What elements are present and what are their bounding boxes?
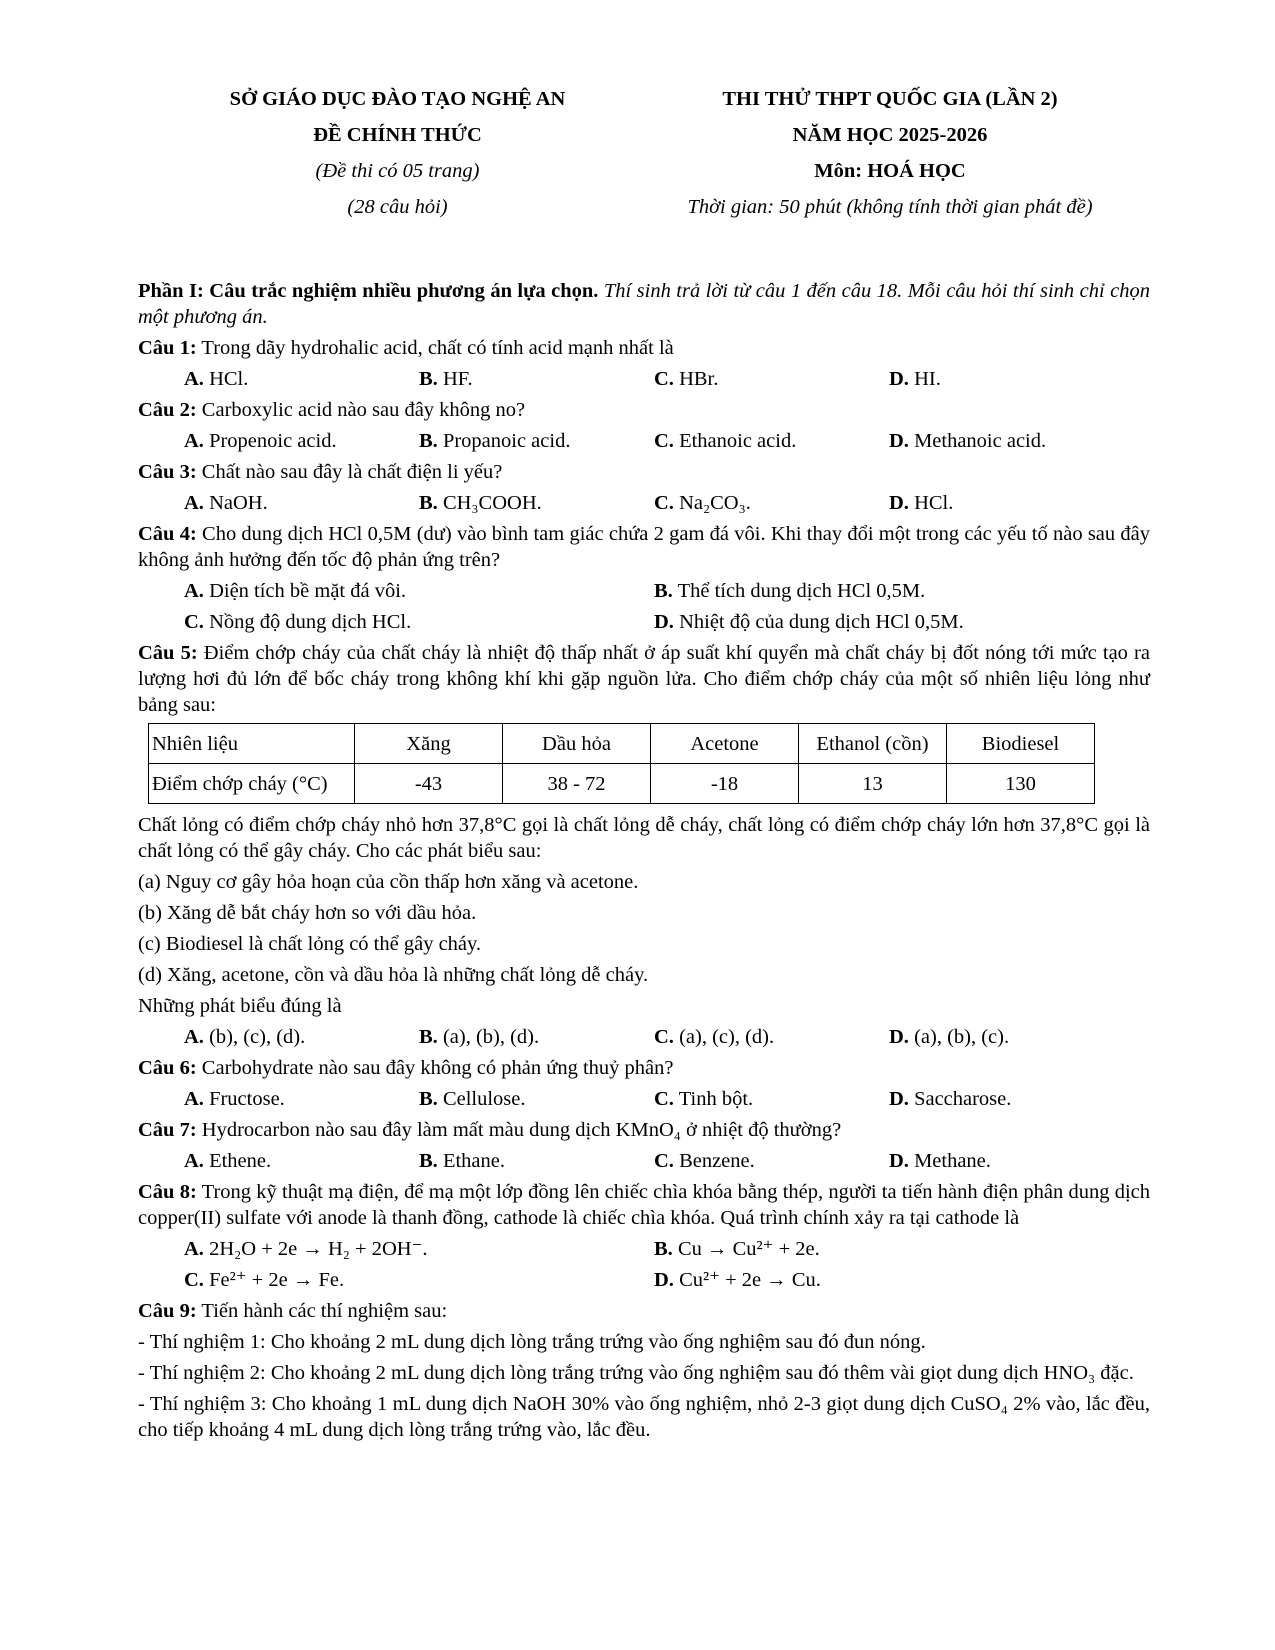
part1-heading	[138, 278, 1150, 330]
table-cell: 13	[799, 764, 947, 804]
option-text: (a), (b), (d).	[437, 1026, 540, 1048]
option-letter: C.	[654, 430, 674, 452]
option-letter: A.	[184, 368, 204, 390]
option-text: NaOH.	[203, 492, 268, 514]
option-a	[184, 428, 419, 454]
option-letter: A.	[184, 1238, 204, 1260]
option-letter: B.	[419, 1026, 438, 1048]
option-text: HI.	[908, 368, 941, 390]
question-label: Câu 6:	[138, 1057, 197, 1079]
question-label: Câu 5:	[138, 642, 198, 664]
table-cell: Xăng	[355, 724, 503, 764]
option-letter: C.	[654, 1088, 674, 1110]
option-a	[184, 578, 654, 604]
statement-a: (a) Nguy cơ gây hỏa hoạn của cồn thấp hơn xăng và acetone.	[138, 871, 639, 893]
option-text: Saccharose.	[908, 1088, 1012, 1110]
option-text: Ethene.	[203, 1150, 272, 1172]
option-text: Benzene.	[673, 1150, 755, 1172]
statement-d: (d) Xăng, acetone, cồn và dầu hỏa là những chất lỏng dễ cháy.	[138, 964, 649, 986]
option-d	[889, 1148, 1124, 1174]
option-text: Fructose.	[203, 1088, 285, 1110]
question-9	[138, 1298, 1150, 1324]
question-4	[138, 521, 1150, 573]
option-letter: C.	[654, 1150, 674, 1172]
options-4-row1	[138, 578, 1150, 604]
option-letter: A.	[184, 492, 204, 514]
option-b	[654, 1236, 1124, 1262]
options-5	[138, 1024, 1150, 1050]
question-label: Câu 8:	[138, 1181, 197, 1203]
option-text: Tinh bột.	[673, 1088, 754, 1110]
option-b	[419, 428, 654, 454]
table-row	[149, 724, 1095, 764]
option-c	[654, 1024, 889, 1050]
option-letter: C.	[184, 1269, 204, 1291]
question-text: Tiến hành các thí nghiệm sau:	[196, 1300, 448, 1322]
option-text: Propenoic acid.	[203, 430, 337, 452]
table-cell: Biodiesel	[947, 724, 1095, 764]
option-d	[889, 1024, 1124, 1050]
table-cell: Ethanol (cồn)	[799, 724, 947, 764]
option-text: Cellulose.	[437, 1088, 526, 1110]
option-text: Ethane.	[437, 1150, 505, 1172]
option-text: Na₂CO₃.	[673, 492, 751, 514]
option-c	[184, 1267, 654, 1293]
option-letter: D.	[889, 368, 909, 390]
option-text: Thể tích dung dịch HCl 0,5M.	[672, 580, 926, 602]
question-7	[138, 1117, 1150, 1143]
option-b	[419, 1086, 654, 1112]
option-letter: A.	[184, 1088, 204, 1110]
option-text: HCl.	[908, 492, 954, 514]
options-8-row1	[138, 1236, 1150, 1262]
option-text: Methane.	[908, 1150, 991, 1172]
option-text: (a), (c), (d).	[673, 1026, 775, 1048]
option-a	[184, 490, 419, 516]
option-text: Nhiệt độ của dung dịch HCl 0,5M.	[673, 611, 964, 633]
options-2	[138, 428, 1150, 454]
options-7	[138, 1148, 1150, 1174]
options-3	[138, 490, 1150, 516]
option-a	[184, 1086, 419, 1112]
options-1	[138, 366, 1150, 392]
table-cell: -18	[651, 764, 799, 804]
option-text: Methanoic acid.	[908, 430, 1047, 452]
option-letter: D.	[889, 430, 909, 452]
option-text: (b), (c), (d).	[203, 1026, 306, 1048]
option-letter: D.	[654, 1269, 674, 1291]
official-label: ĐỀ CHÍNH THỨC	[313, 124, 482, 146]
option-letter: A.	[184, 1026, 204, 1048]
question-text: Điểm chớp cháy của chất cháy là nhiệt độ thấp nhất ở áp suất khí quyển mà chất cháy bị đốt nóng tới mức tạo ra lượng hơi đủ lớn để bốc cháy trong không khí khi gặp nguồn lửa. Cho điểm chớp cháy của một số nhiên liệu lỏng như bảng sau:	[138, 642, 1150, 716]
question-label: Câu 2:	[138, 399, 197, 421]
question-5-ask: Những phát biểu đúng là	[138, 995, 342, 1017]
option-text: CH₃COOH.	[437, 492, 542, 514]
option-letter: C.	[654, 492, 674, 514]
option-b	[419, 366, 654, 392]
option-letter: C.	[654, 368, 674, 390]
option-text: Ethanoic acid.	[673, 430, 797, 452]
option-letter: C.	[184, 611, 204, 633]
option-text: HBr.	[673, 368, 719, 390]
options-8-row2	[138, 1267, 1150, 1293]
option-letter: B.	[654, 1238, 673, 1260]
option-text: 2H₂O + 2e → H₂ + 2OH⁻.	[203, 1238, 428, 1260]
experiment-3: - Thí nghiệm 3: Cho khoảng 1 mL dung dịch NaOH 30% vào ống nghiệm, nhỏ 2-3 giọt dung dịch CuSO₄ 2% vào, lắc đều, cho tiếp khoảng 4 mL dung dịch lòng trắng trứng vào, lắc đều.	[138, 1393, 1150, 1441]
option-text: (a), (b), (c).	[908, 1026, 1010, 1048]
option-d	[889, 1086, 1124, 1112]
options-4-row2	[138, 609, 1150, 635]
question-text: Chất nào sau đây là chất điện li yếu?	[196, 461, 503, 483]
option-a	[184, 366, 419, 392]
option-letter: B.	[419, 1150, 438, 1172]
option-c	[654, 366, 889, 392]
question-6	[138, 1055, 1150, 1081]
options-6	[138, 1086, 1150, 1112]
question-label: Câu 9:	[138, 1300, 197, 1322]
question-label: Câu 4:	[138, 523, 197, 545]
question-1	[138, 335, 1150, 361]
option-text: HF.	[437, 368, 473, 390]
option-text: HCl.	[203, 368, 249, 390]
part1-instruction: Thí sinh trả lời từ câu 1 đến câu 18. Mỗi câu hỏi thí sinh chỉ chọn một phương án.	[138, 280, 1150, 328]
question-label: Câu 1:	[138, 337, 197, 359]
question-text: Trong dãy hydrohalic acid, chất có tính acid mạnh nhất là	[196, 337, 674, 359]
option-b	[419, 1024, 654, 1050]
option-letter: D.	[889, 1088, 909, 1110]
option-letter: B.	[654, 580, 673, 602]
option-d	[889, 428, 1124, 454]
flash-point-table	[148, 723, 1095, 804]
question-label: Câu 3:	[138, 461, 197, 483]
table-row	[149, 764, 1095, 804]
question-count: (28 câu hỏi)	[347, 196, 448, 218]
experiment-2: - Thí nghiệm 2: Cho khoảng 2 mL dung dịch lòng trắng trứng vào ống nghiệm sau đó thêm vài giọt dung dịch HNO₃ đặc.	[138, 1362, 1134, 1384]
option-d	[889, 490, 1124, 516]
option-d	[654, 1267, 1124, 1293]
option-a	[184, 1024, 419, 1050]
option-a	[184, 1236, 654, 1262]
option-c	[654, 1086, 889, 1112]
time-limit: Thời gian: 50 phút (không tính thời gian phát đề)	[687, 196, 1093, 218]
option-letter: D.	[654, 611, 674, 633]
page-count: (Đề thi có 05 trang)	[315, 160, 480, 182]
question-text: Trong kỹ thuật mạ điện, để mạ một lớp đồng lên chiếc chìa khóa bằng thép, người ta tiến hành điện phân dung dịch copper(II) sulfate với anode là thanh đồng, cathode là chiếc chìa khóa. Quá trình chính xảy ra tại cathode là	[138, 1181, 1150, 1229]
option-d	[889, 366, 1124, 392]
exam-title: THI THỬ THPT QUỐC GIA (LẦN 2)	[722, 88, 1058, 110]
question-3	[138, 459, 1150, 485]
option-letter: A.	[184, 430, 204, 452]
table-cell: Dầu hỏa	[503, 724, 651, 764]
option-b	[654, 578, 1124, 604]
option-letter: B.	[419, 492, 438, 514]
table-cell: 130	[947, 764, 1095, 804]
option-text: Cu → Cu²⁺ + 2e.	[672, 1238, 820, 1260]
exam-content	[138, 278, 1150, 1448]
option-letter: B.	[419, 1088, 438, 1110]
department-name: SỞ GIÁO DỤC ĐÀO TẠO NGHỆ AN	[229, 88, 566, 110]
part1-title: Phần I: Câu trắc nghiệm nhiều phương án lựa chọn.	[138, 280, 599, 302]
option-letter: D.	[889, 1150, 909, 1172]
option-letter: B.	[419, 430, 438, 452]
option-letter: A.	[184, 1150, 204, 1172]
option-c	[654, 1148, 889, 1174]
question-label: Câu 7:	[138, 1119, 197, 1141]
experiment-1: - Thí nghiệm 1: Cho khoảng 2 mL dung dịch lòng trắng trứng vào ống nghiệm sau đó đun nóng.	[138, 1331, 926, 1353]
option-b	[419, 490, 654, 516]
question-2	[138, 397, 1150, 423]
table-cell: Acetone	[651, 724, 799, 764]
question-5-definition: Chất lỏng có điểm chớp cháy nhỏ hơn 37,8°C gọi là chất lỏng dễ cháy, chất lỏng có điểm chớp cháy lớn hơn 37,8°C gọi là chất lỏng có thể gây cháy. Cho các phát biểu sau:	[138, 814, 1150, 862]
question-8	[138, 1179, 1150, 1231]
option-c	[654, 490, 889, 516]
question-text: Hydrocarbon nào sau đây làm mất màu dung dịch KMnO₄ ở nhiệt độ thường?	[196, 1119, 842, 1141]
option-text: Cu²⁺ + 2e → Cu.	[673, 1269, 821, 1291]
option-text: Propanoic acid.	[437, 430, 571, 452]
option-text: Diện tích bề mặt đá vôi.	[203, 580, 407, 602]
table-cell: Nhiên liệu	[149, 724, 355, 764]
table-cell: -43	[355, 764, 503, 804]
table-cell: Điểm chớp cháy (°C)	[149, 764, 355, 804]
option-d	[654, 609, 1124, 635]
subject: Môn: HOÁ HỌC	[814, 160, 966, 182]
option-c	[184, 609, 654, 635]
question-text: Cho dung dịch HCl 0,5M (dư) vào bình tam giác chứa 2 gam đá vôi. Khi thay đổi một trong các yếu tố nào sau đây không ảnh hưởng đến tốc độ phản ứng trên?	[138, 523, 1150, 571]
option-a	[184, 1148, 419, 1174]
option-text: Fe²⁺ + 2e → Fe.	[203, 1269, 345, 1291]
exam-header	[0, 88, 1275, 232]
option-letter: D.	[889, 1026, 909, 1048]
statement-c: (c) Biodiesel là chất lỏng có thể gây cháy.	[138, 933, 482, 955]
option-b	[419, 1148, 654, 1174]
option-c	[654, 428, 889, 454]
school-year: NĂM HỌC 2025-2026	[792, 124, 988, 146]
option-letter: B.	[419, 368, 438, 390]
option-letter: C.	[654, 1026, 674, 1048]
option-letter: A.	[184, 580, 204, 602]
question-5	[138, 640, 1150, 718]
question-text: Carboxylic acid nào sau đây không no?	[196, 399, 526, 421]
option-letter: D.	[889, 492, 909, 514]
statement-b: (b) Xăng dễ bắt cháy hơn so với dầu hỏa.	[138, 902, 477, 924]
question-text: Carbohydrate nào sau đây không có phản ứng thuỷ phân?	[196, 1057, 674, 1079]
table-cell: 38 - 72	[503, 764, 651, 804]
option-text: Nồng độ dung dịch HCl.	[203, 611, 412, 633]
